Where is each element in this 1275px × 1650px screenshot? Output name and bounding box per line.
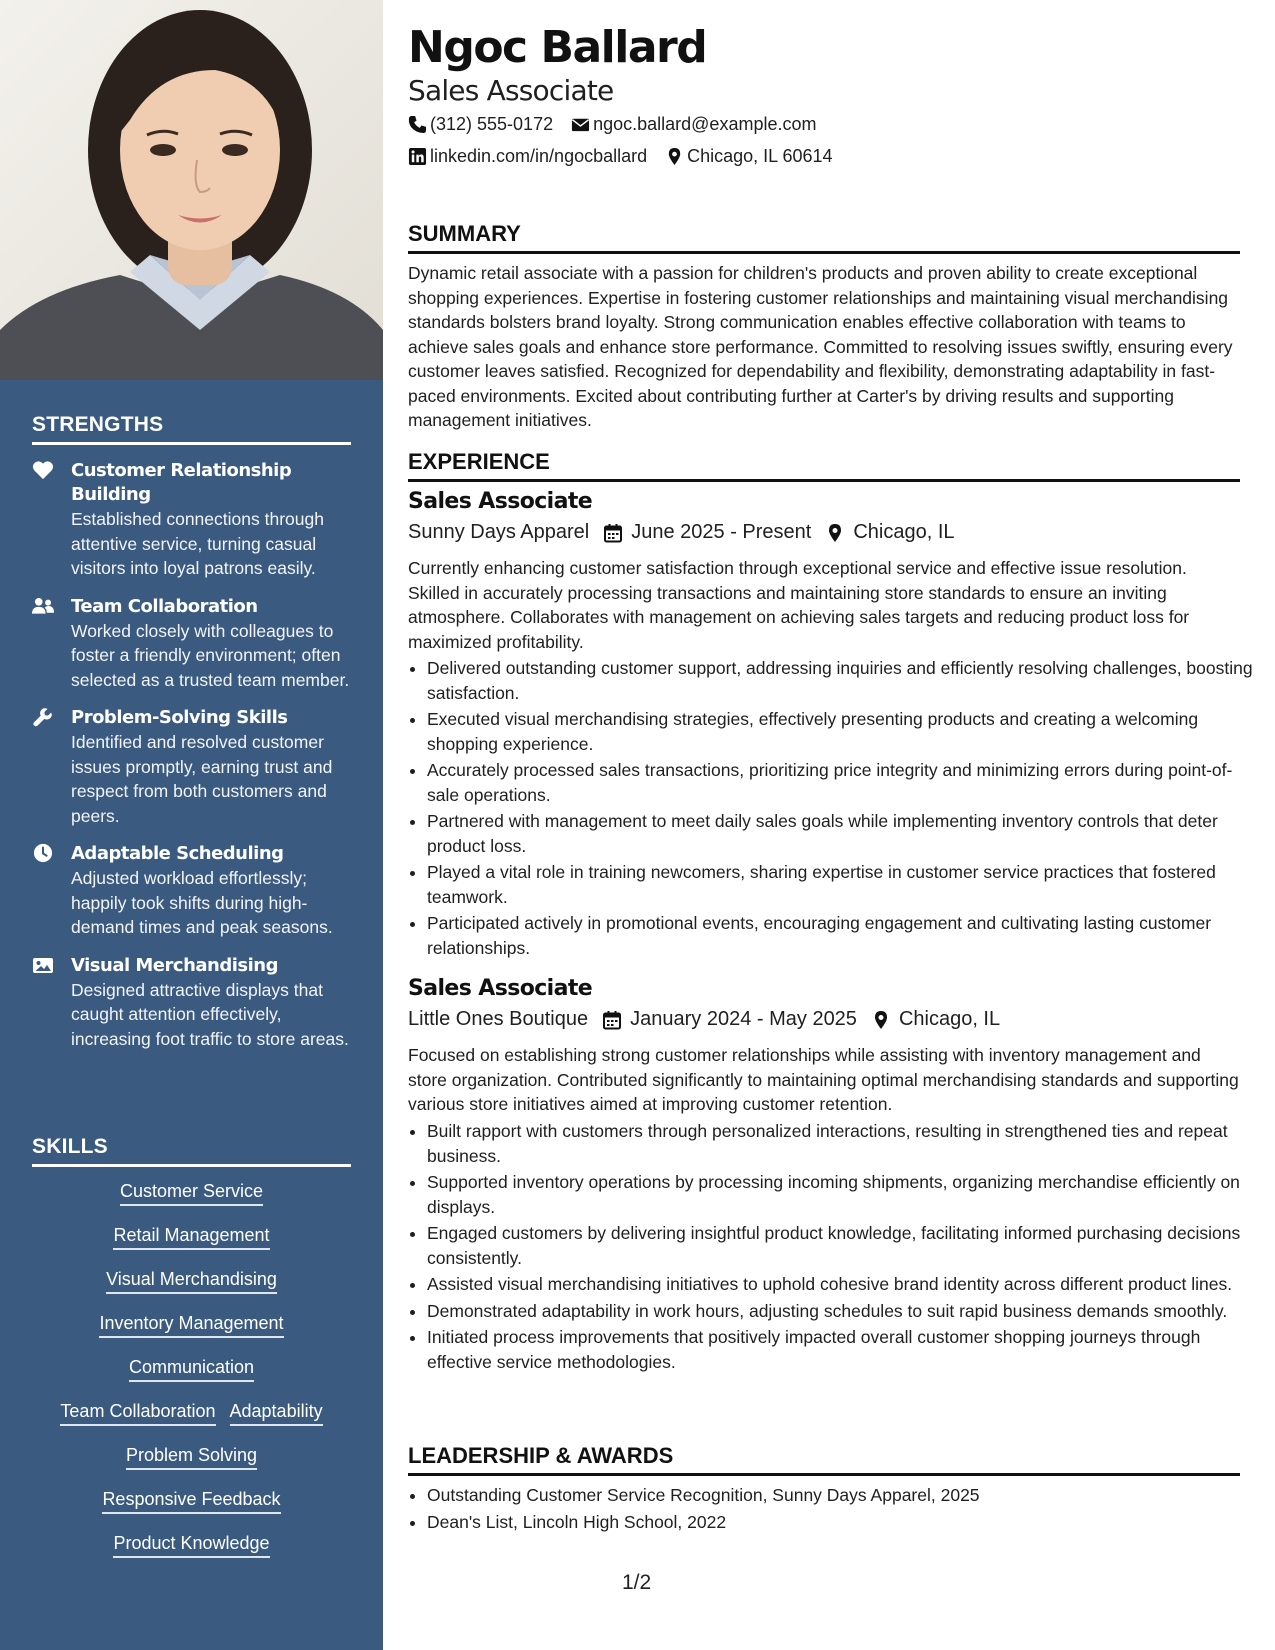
- list-item: • Engaged customers by delivering insightful product knowledge, facilitating informed purchasing decisions consistently.: [427, 1221, 1259, 1270]
- strength-desc: Established connections through attentive service, turning casual visitors into loyal patrons easily.: [71, 509, 324, 578]
- job-meta: [408, 1008, 1000, 1031]
- list-item: • Initiated process improvements that positively impacted overall customer shopping journeys through effective service methodologies.: [427, 1325, 1259, 1374]
- list-item: • Delivered outstanding customer support, addressing inquiries and efficiently resolving challenges, boosting satisfaction.: [427, 656, 1259, 705]
- candidate-title: Sales Associate: [408, 74, 614, 107]
- strength-title: Team Collaboration: [71, 595, 258, 617]
- clock-icon: [32, 843, 54, 863]
- job-dates: January 2024 - May 2025: [630, 1008, 857, 1030]
- job-location: Chicago, IL: [853, 521, 955, 543]
- job-title: Sales Associate: [408, 489, 593, 514]
- list-item: • Partnered with management to meet daily sales goals while implementing inventory controls that deter product loss.: [427, 809, 1259, 858]
- job-company: Sunny Days Apparel: [408, 521, 590, 543]
- list-item: • Played a vital role in training newcomers, sharing expertise in customer service practices that fostered teamwork.: [427, 860, 1259, 909]
- strength-title: Visual Merchandising: [71, 954, 278, 976]
- skill-tag: Problem Solving: [126, 1443, 257, 1470]
- skill-tag: Responsive Feedback: [102, 1487, 280, 1514]
- list-item: • Built rapport with customers through personalized interactions, resulting in strengthened ties and repeat business.: [427, 1119, 1259, 1168]
- candidate-name: Ngoc Ballard: [408, 22, 707, 73]
- sidebar: [0, 0, 383, 1650]
- strength-desc: Adjusted workload effortlessly; happily took shifts during high-demand times and peak seasons.: [71, 868, 333, 937]
- strength-item: [32, 459, 351, 581]
- skill-tag: Customer Service: [120, 1179, 263, 1206]
- linkedin-link[interactable]: linkedin.com/in/ngocballard: [430, 146, 648, 166]
- list-item: • Demonstrated adaptability in work hours, adjusting schedules to suit rapid business demands smoothly.: [427, 1299, 1259, 1324]
- list-item: • Accurately processed sales transactions, prioritizing price integrity and minimizing errors during point-of-sale operations.: [427, 758, 1259, 807]
- location-icon: [665, 147, 684, 166]
- location-text: Chicago, IL 60614: [687, 146, 833, 166]
- awards-list: [408, 1483, 1259, 1536]
- page-number: 1/2: [622, 1571, 652, 1594]
- strength-item: [32, 842, 351, 940]
- calendar-icon: [602, 1010, 622, 1030]
- strength-title: Customer Relationship Building: [71, 460, 292, 505]
- users-icon: [32, 596, 54, 616]
- skill-tag: Communication: [129, 1355, 254, 1382]
- list-item: • Executed visual merchandising strategies, effectively presenting products and creating a welcoming shopping experience.: [427, 707, 1259, 756]
- list-item: • Participated actively in promotional events, encouraging engagement and cultivating lasting customer relationships.: [427, 911, 1259, 960]
- job-location: Chicago, IL: [898, 1008, 1001, 1030]
- job-meta: [408, 521, 955, 544]
- strengths-section: [32, 413, 351, 1051]
- strength-desc: Identified and resolved customer issues promptly, earning trust and respect from both customers and peers.: [71, 732, 333, 826]
- list-item: • Outstanding Customer Service Recognition, Sunny Days Apparel, 2025: [427, 1483, 1259, 1508]
- job-company: Little Ones Boutique: [408, 1008, 589, 1030]
- awards-heading: LEADERSHIP & AWARDS: [408, 1443, 1240, 1476]
- job-description: Focused on establishing strong customer relationships while assisting with inventory management and store organization. Contributed significantly to maintaining optimal merchandising standards and supporting various store initiatives aimed at improving customer retention.: [408, 1045, 1239, 1114]
- email-link[interactable]: ngoc.ballard@example.com: [593, 114, 817, 134]
- strength-title: Adaptable Scheduling: [71, 843, 284, 864]
- contact-row-2: [408, 146, 833, 167]
- skill-tag: Team Collaboration: [60, 1399, 215, 1426]
- skill-tag: Visual Merchandising: [106, 1267, 277, 1294]
- list-item: • Dean's List, Lincoln High School, 2022: [427, 1510, 1259, 1535]
- skills-heading: SKILLS: [32, 1135, 351, 1167]
- job-title: Sales Associate: [408, 976, 593, 1001]
- heart-icon: [32, 460, 54, 480]
- image-icon: [32, 955, 54, 975]
- phone-number: (312) 555-0172: [430, 114, 554, 134]
- strength-desc: Designed attractive displays that caught attention effectively, increasing foot traffic to store areas.: [71, 979, 349, 1049]
- list-item: • Assisted visual merchandising initiatives to uphold cohesive brand identity across different product lines.: [427, 1272, 1259, 1297]
- strength-item: [32, 954, 351, 1052]
- skills-section: [32, 1135, 351, 1575]
- strength-title: Problem-Solving Skills: [71, 707, 288, 728]
- linkedin-icon: [408, 147, 427, 166]
- skill-tag: Inventory Management: [99, 1311, 283, 1338]
- summary-heading: SUMMARY: [408, 221, 1240, 254]
- email-icon: [571, 115, 590, 134]
- job-dates: June 2025 - Present: [631, 521, 812, 543]
- job-bullets: [408, 1119, 1259, 1376]
- job-description: Currently enhancing customer satisfaction through exceptional service and effective issue resolution. Skilled in accurately processing transactions and maintaining store standards to ensure an inviting atmosphere. Collaborates with management on achieving sales targets and reducing product loss for maximized profitability.: [408, 558, 1190, 652]
- strength-item: [32, 595, 351, 693]
- skill-tag: Product Knowledge: [113, 1531, 269, 1558]
- profile-photo: [0, 0, 383, 380]
- contact-row-1: [408, 114, 816, 135]
- skill-tag: Retail Management: [113, 1223, 269, 1250]
- experience-heading: EXPERIENCE: [408, 449, 1240, 482]
- job-bullets: [408, 656, 1259, 962]
- wrench-icon: [32, 707, 54, 727]
- phone-icon: [408, 115, 427, 134]
- strength-item: [32, 706, 351, 828]
- strength-desc: Worked closely with colleagues to foster a friendly environment; often selected as a trusted team member.: [71, 620, 350, 690]
- location-icon: [871, 1010, 891, 1030]
- skills-list: [32, 1179, 351, 1558]
- skill-tag: Adaptability: [230, 1399, 323, 1426]
- list-item: • Supported inventory operations by processing incoming shipments, organizing merchandise efficiently on displays.: [427, 1170, 1259, 1219]
- summary-text: Dynamic retail associate with a passion for children's products and proven ability to create exceptional shopping experiences. Expertise in fostering customer relationships and maintaining visual merchandising standards bolsters brand loyalty. Strong communication enables effective collaboration with teams to achieve sales goals and enhance store performance. Committed to resolving issues swiftly, ensuring every customer leaves satisfied. Recognized for dependability and flexibility, demonstrating adaptability in fast-paced environments. Excited about contributing further at Carter's by driving results and supporting management initiatives.: [408, 263, 1233, 430]
- calendar-icon: [603, 523, 623, 543]
- strengths-heading: STRENGTHS: [32, 413, 351, 445]
- location-icon: [825, 523, 845, 543]
